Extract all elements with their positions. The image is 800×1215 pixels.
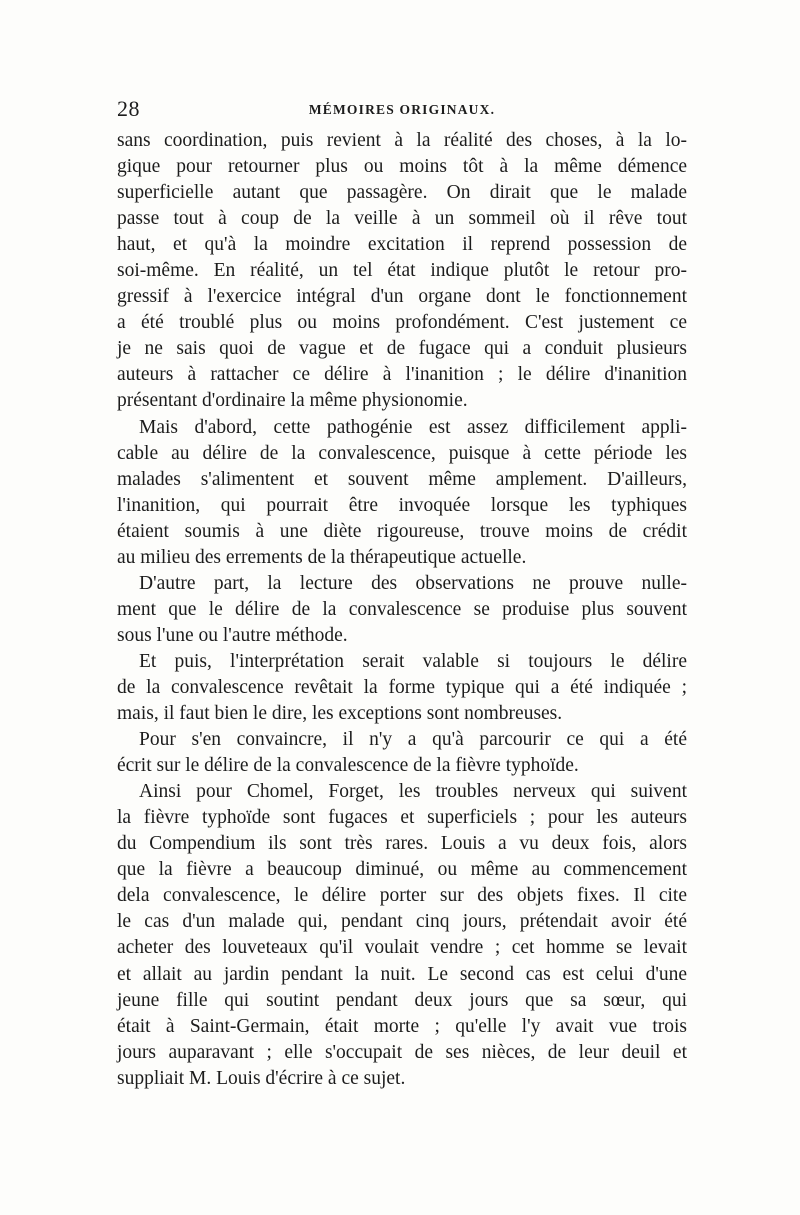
text-line: l'inanition, qui pourrait être invoquée lorsque les typhiques: [117, 494, 687, 516]
text-line: présentant d'ordinaire la même physionomie.: [117, 390, 468, 412]
text-line: passe tout à coup de la veille à un sommeil où il rêve tout: [117, 208, 687, 230]
text-line: gressif à l'exercice intégral d'un organe dont le fonctionnement: [117, 286, 687, 308]
text-line: jeune fille qui soutint pendant deux jours que sa sœur, qui: [117, 989, 687, 1011]
text-line: la fièvre typhoïde sont fugaces et superficiels ; pour les auteurs: [117, 807, 687, 829]
page-number: 28: [117, 96, 140, 121]
text-line: auteurs à rattacher ce délire à l'inanition ; le délire d'inanition: [117, 364, 687, 386]
text-line: écrit sur le délire de la convalescence de la fièvre typhoïde.: [117, 755, 579, 777]
text-line: Et puis, l'interprétation serait valable si toujours le délire: [139, 650, 687, 672]
text-line: dela convalescence, le délire porter sur des objets fixes. Il cite: [117, 885, 687, 907]
text-line: que la fièvre a beaucoup diminué, ou même au commencement: [117, 859, 687, 881]
text-line: cable au délire de la convalescence, puisque à cette période les: [117, 442, 687, 464]
text-line: du Compendium ils sont très rares. Louis a vu deux fois, alors: [117, 833, 687, 855]
running-title: MÉMOIRES ORIGINAUX.: [308, 102, 496, 117]
body-text: [117, 128, 687, 1092]
text-line: superficielle autant que passagère. On dirait que le malade: [117, 182, 687, 204]
text-line: Mais d'abord, cette pathogénie est assez difficilement appli-: [139, 416, 687, 438]
text-line: au milieu des errements de la thérapeutique actuelle.: [117, 546, 527, 568]
text-line: gique pour retourner plus ou moins tôt à la même démence: [117, 156, 687, 178]
text-line: Ainsi pour Chomel, Forget, les troubles nerveux qui suivent: [139, 781, 687, 803]
text-line: jours auparavant ; elle s'occupait de ses nièces, de leur deuil et: [117, 1041, 687, 1063]
text-line: acheter des louveteaux qu'il voulait vendre ; cet homme se levait: [117, 937, 687, 959]
text-line: le cas d'un malade qui, pendant cinq jours, prétendait avoir été: [117, 911, 687, 933]
text-line: sans coordination, puis revient à la réalité des choses, à la lo-: [117, 130, 687, 151]
running-head: [117, 96, 687, 126]
text-line: soi-même. En réalité, un tel état indique plutôt le retour pro-: [117, 260, 687, 282]
text-line: était à Saint-Germain, était morte ; qu'elle l'y avait vue trois: [117, 1015, 687, 1037]
text-line: suppliait M. Louis d'écrire à ce sujet.: [117, 1067, 406, 1089]
text-line: sous l'une ou l'autre méthode.: [117, 624, 348, 646]
text-line: malades s'alimentent et souvent même amplement. D'ailleurs,: [117, 468, 687, 490]
text-line: et allait au jardin pendant la nuit. Le second cas est celui d'une: [117, 963, 687, 985]
text-line: étaient soumis à une diète rigoureuse, trouve moins de crédit: [117, 520, 687, 542]
text-line: a été troublé plus ou moins profondément. C'est justement ce: [117, 312, 687, 334]
text-line: je ne sais quoi de vague et de fugace qui a conduit plusieurs: [117, 338, 687, 360]
text-line: D'autre part, la lecture des observations ne prouve nulle-: [139, 572, 687, 594]
text-line: ment que le délire de la convalescence se produise plus souvent: [117, 598, 687, 620]
text-line: mais, il faut bien le dire, les exceptions sont nombreuses.: [117, 703, 563, 725]
text-line: de la convalescence revêtait la forme typique qui a été indiquée ;: [117, 676, 687, 698]
text-line: Pour s'en convaincre, il n'y a qu'à parcourir ce qui a été: [139, 729, 687, 751]
text-line: haut, et qu'à la moindre excitation il reprend possession de: [117, 234, 687, 256]
